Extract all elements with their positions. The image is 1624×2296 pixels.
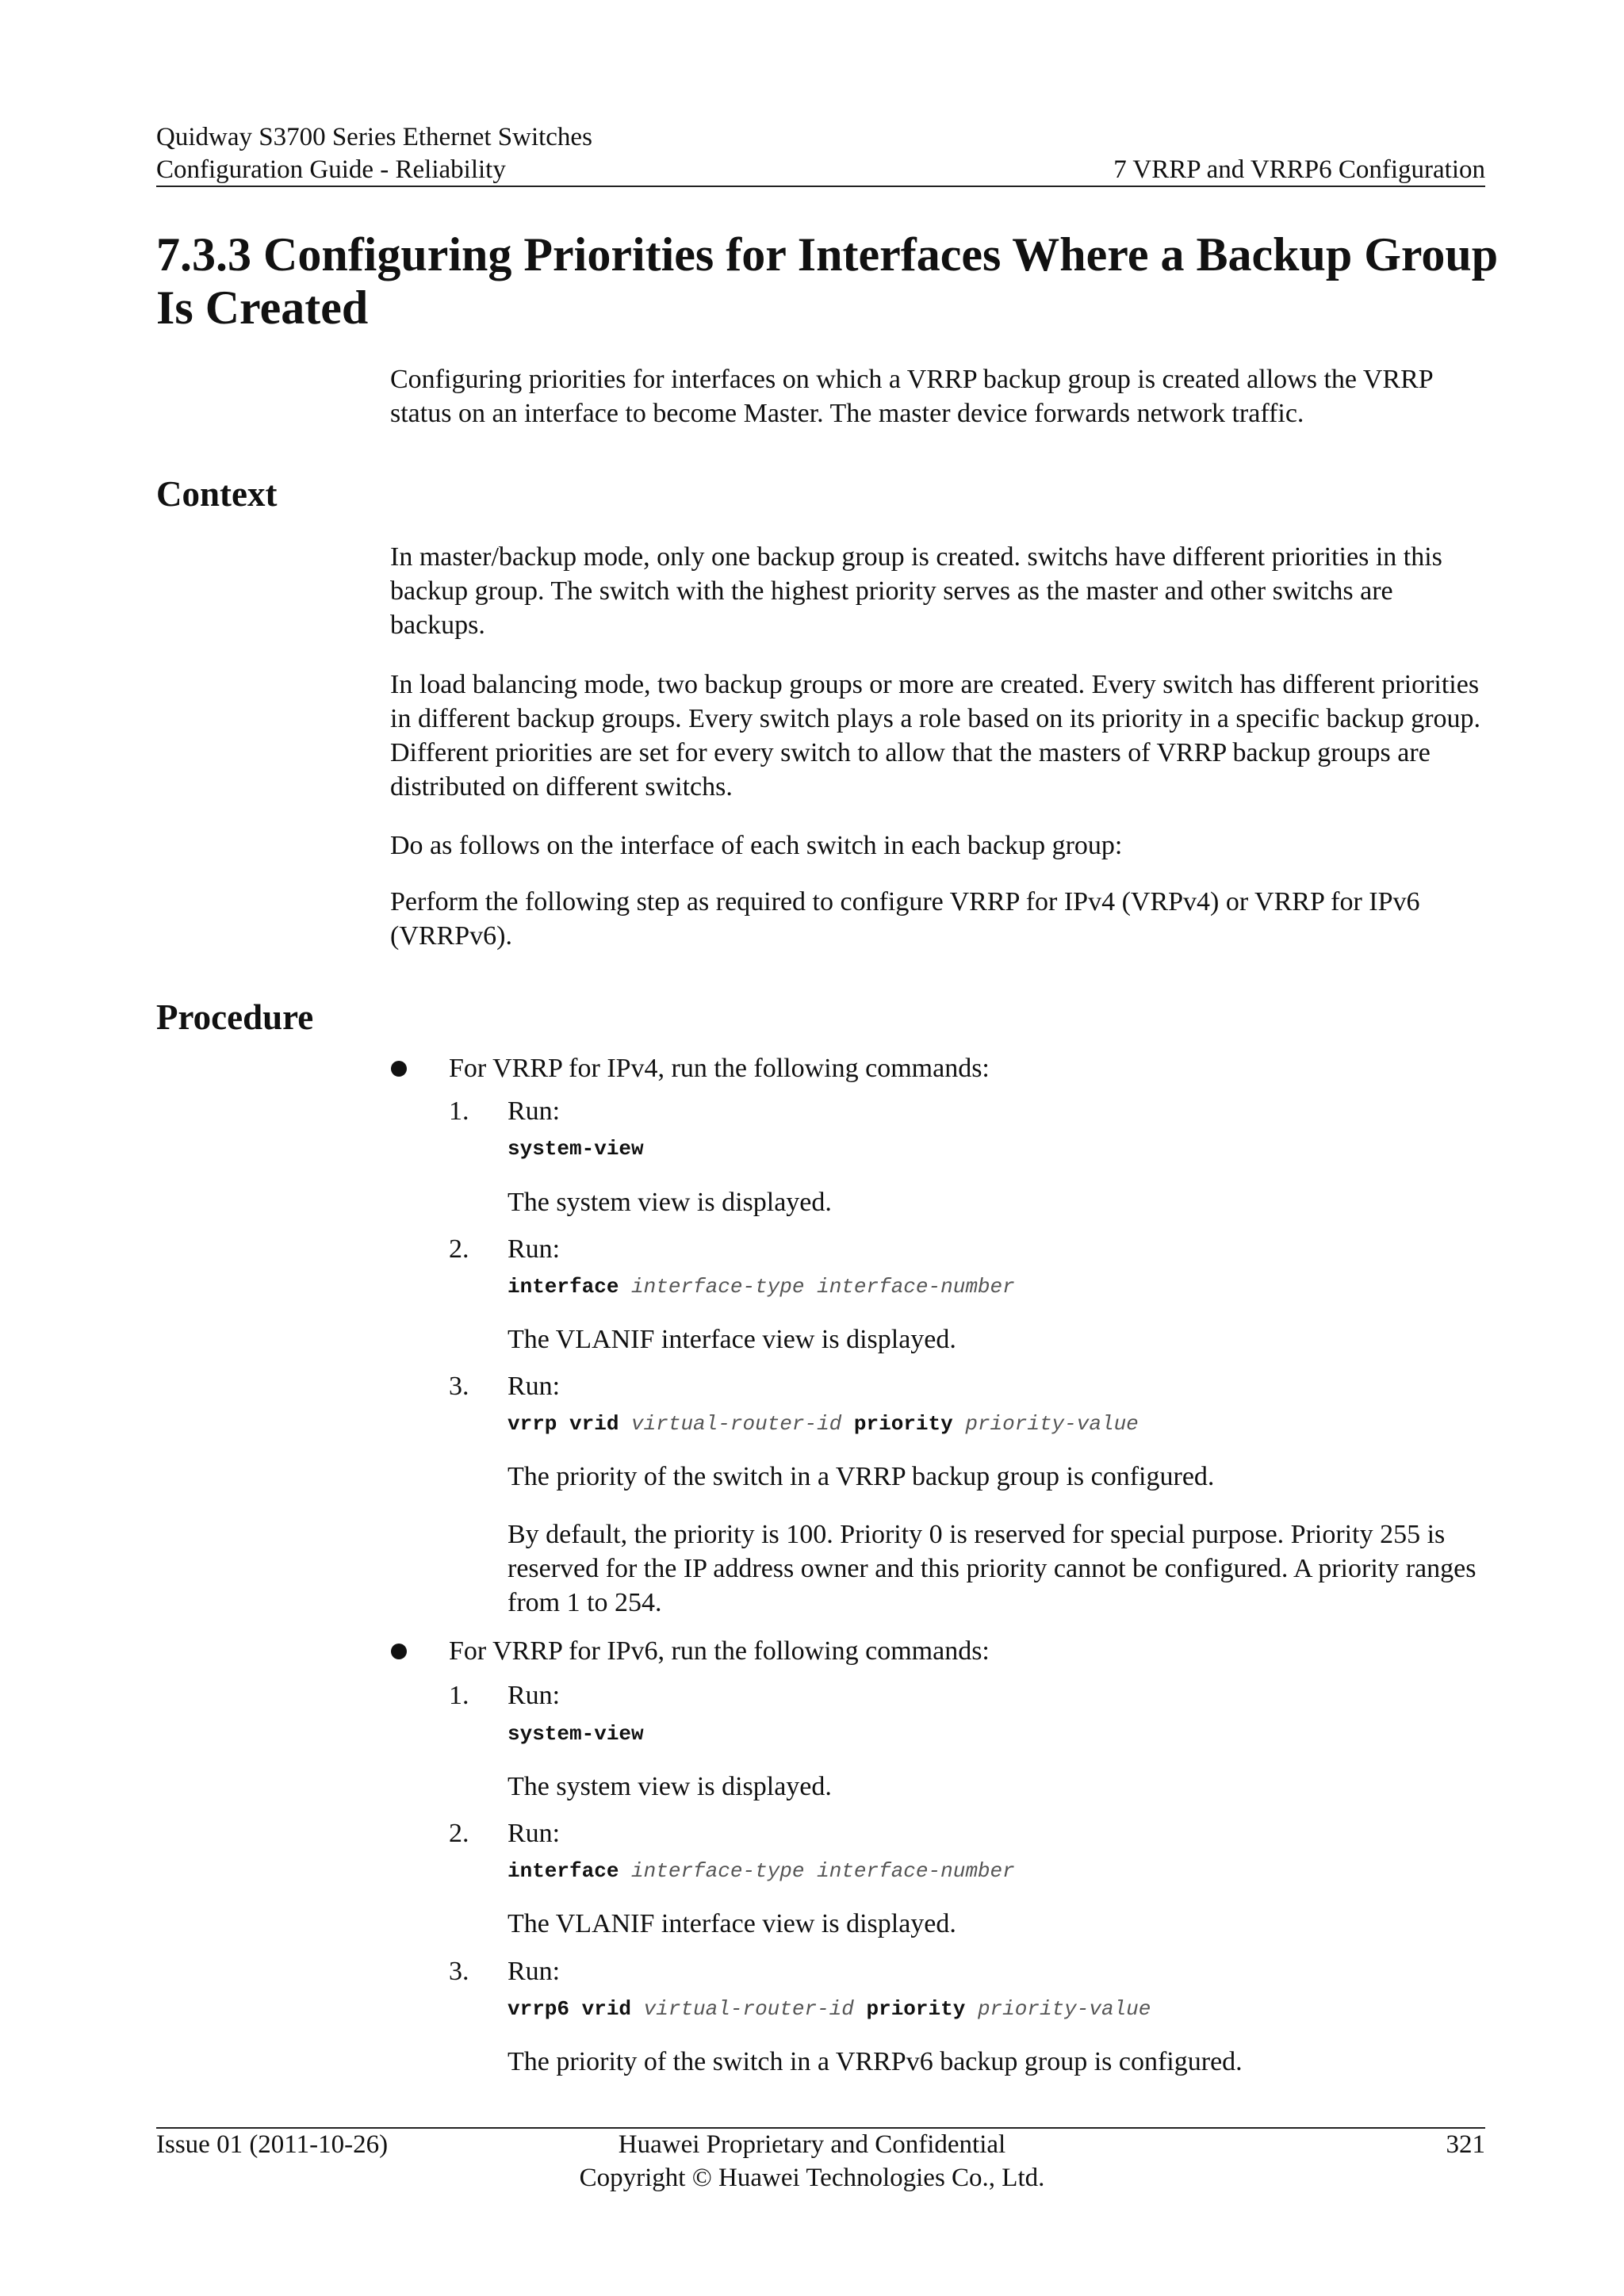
page-title: 7.3.3 Configuring Priorities for Interfaces Where a Backup Group Is Created [156,228,1499,334]
bullet-icon [391,1061,407,1077]
context-block-3 [390,828,1488,863]
ipv6-step-2-number: 2. [449,1819,469,1848]
intro-block [390,362,1488,430]
footer-copyright: Copyright © Huawei Technologies Co., Ltd. [579,2164,1045,2192]
ipv4-step-3-number: 3. [449,1372,469,1401]
ipv6-step-3-command [508,1996,1151,2022]
ipv6-step-3-label: Run: [508,1957,561,1986]
header-chapter: 7 VRRP and VRRP6 Configuration [1113,155,1485,184]
command-argument: priority-value [977,1997,1151,2021]
ipv4-step-2-command [508,1274,1015,1299]
command-argument: interface-number [817,1859,1015,1883]
context-block-4 [390,885,1488,953]
ipv6-step-2-description: The VLANIF interface view is displayed. [508,1909,956,1938]
ipv6-step-3-description: The priority of the switch in a VRRPv6 backup group is configured. [508,2047,1243,2076]
context-block [390,540,1488,642]
ipv4-step-2-number: 2. [449,1234,469,1264]
command-keyword: priority [866,1997,966,2021]
ipv4-step-1-label: Run: [508,1096,561,1126]
context-block-2 [390,668,1488,804]
ipv6-step-2-label: Run: [508,1819,561,1848]
command-argument: interface-number [817,1275,1015,1299]
command-keyword: system-view [508,1137,644,1161]
ipv6-step-1-command [508,1721,644,1747]
ipv6-step-1-number: 1. [449,1681,469,1710]
ipv4-bullet-text: For VRRP for IPv4, run the following commands: [449,1054,990,1083]
ipv4-step-3-command [508,1411,1139,1437]
header-product: Quidway S3700 Series Ethernet Switches [156,123,592,151]
header-divider [156,186,1485,187]
context-paragraph-2: In load balancing mode, two backup groups or more are created. Every switch has different priorities in different backup groups. Every switch plays a role based on its priority in a specific backup group. Different priorities are set for every switch to allow that the masters of VRRP backup groups are distributed on different switchs. [390,670,1481,802]
command-argument: interface-type [631,1275,805,1299]
context-paragraph-1: In master/backup mode, only one backup group is created. switchs have different priorities in this backup group. The switch with the highest priority serves as the master and other switchs are backups. [390,542,1442,640]
ipv4-step-2-label: Run: [508,1234,561,1264]
context-paragraph-4: Perform the following step as required to configure VRRP for IPv4 (VRPv4) or VRRP for IPv6 (VRRPv6). [390,887,1420,951]
footer-confidential: Huawei Proprietary and Confidential [618,2130,1006,2159]
ipv6-bullet-text: For VRRP for IPv6, run the following commands: [449,1636,990,1666]
ipv6-step-2-command [508,1858,1015,1884]
command-argument: priority-value [965,1412,1139,1436]
ipv6-step-1-description: The system view is displayed. [508,1772,832,1801]
footer-page-number: 321 [1446,2130,1485,2159]
ipv4-step-2-description: The VLANIF interface view is displayed. [508,1325,956,1354]
command-argument: virtual-router-id [631,1412,842,1436]
ipv4-step-1-description: The system view is displayed. [508,1188,832,1217]
command-keyword: interface [508,1859,619,1883]
command-keyword: interface [508,1275,619,1299]
footer-center [495,2128,1129,2195]
ipv6-step-1-label: Run: [508,1681,561,1710]
ipv4-step-3-description: The priority of the switch in a VRRP backup group is configured. [508,1462,1215,1491]
procedure-heading: Procedure [156,997,314,1037]
ipv6-step-3-number: 3. [449,1957,469,1986]
command-argument: virtual-router-id [643,1997,854,2021]
context-heading: Context [156,474,278,514]
intro-paragraph: Configuring priorities for interfaces on which a VRRP backup group is created allows the VRRP status on an interface to become Master. The master device forwards network traffic. [390,365,1433,428]
header-guide: Configuration Guide - Reliability [156,155,506,184]
command-keyword: system-view [508,1722,644,1746]
ipv4-step-1-command [508,1136,644,1161]
bullet-icon [391,1644,407,1659]
ipv4-step-3-label: Run: [508,1372,561,1401]
ipv4-step-3-note: By default, the priority is 100. Priority 0 is reserved for special purpose. Priority 255 is reserved for the IP address owner and this priority cannot be configured. A priority ranges from 1 to 254. [508,1520,1477,1617]
command-keyword: vrrp6 vrid [508,1997,632,2021]
command-keyword: vrrp vrid [508,1412,619,1436]
command-keyword: priority [853,1412,953,1436]
ipv4-step-1-number: 1. [449,1096,469,1126]
context-paragraph-3: Do as follows on the interface of each switch in each backup group: [390,831,1123,860]
footer-issue: Issue 01 (2011-10-26) [156,2130,389,2159]
command-argument: interface-type [631,1859,805,1883]
